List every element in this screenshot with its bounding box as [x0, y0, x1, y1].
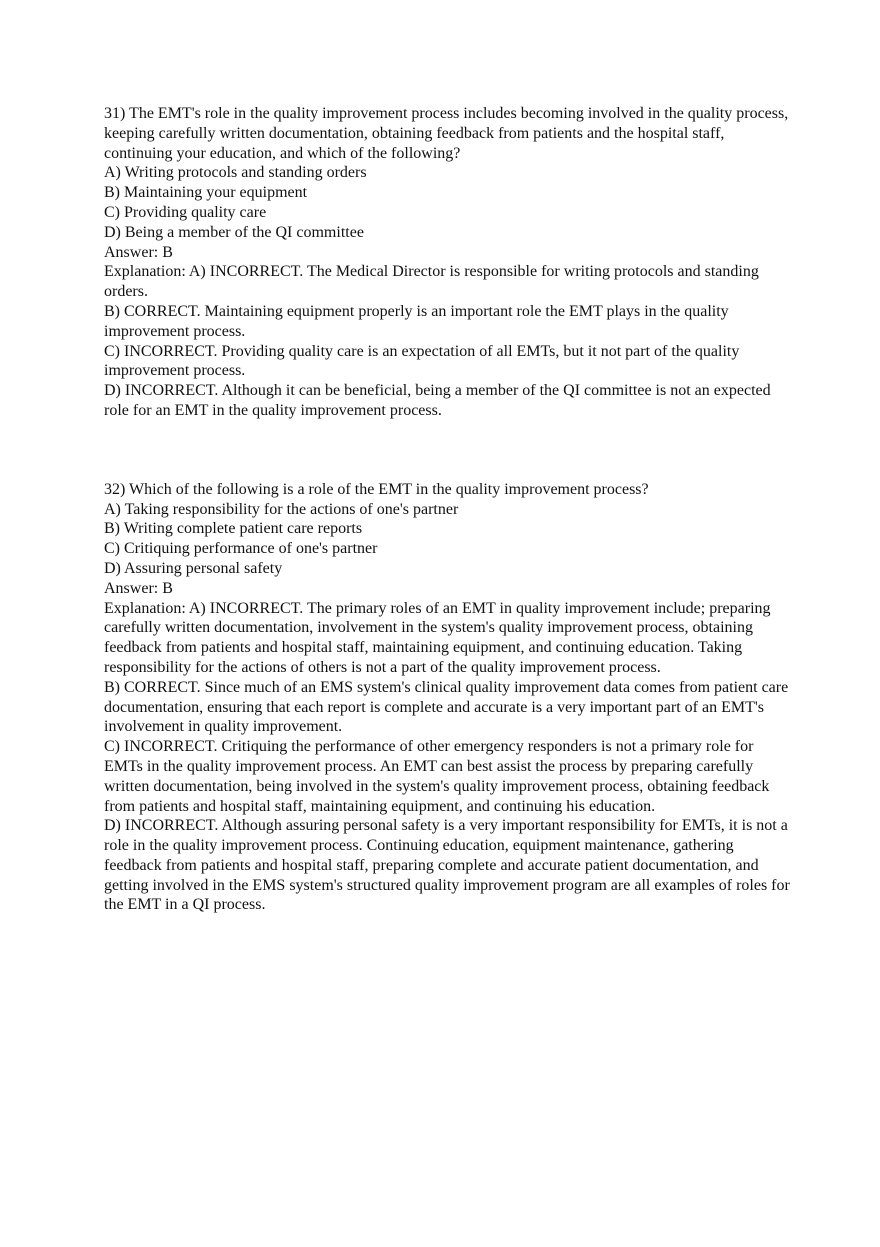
option-a: A) Writing protocols and standing orders — [104, 164, 367, 182]
question-stem: 32) Which of the following is a role of the EMT in the quality improvement process? — [104, 480, 649, 498]
option-b: B) Maintaining your equipment — [104, 184, 308, 202]
question-32 — [104, 480, 794, 916]
option-a: A) Taking responsibility for the actions of one's partner — [104, 500, 459, 518]
answer: Answer: B — [104, 243, 173, 261]
explanation-c: C) INCORRECT. Critiquing the performance of other emergency responders is not a primary role for EMTs in the quality improvement process. An EMT can best assist the process by preparing carefully written documentation, being involved in the system's quality improvement process, obtaining feedback from patients and hospital staff, maintaining equipment, and continuing his education. — [104, 738, 770, 815]
option-c: C) Providing quality care — [104, 203, 267, 221]
explanation-c: C) INCORRECT. Providing quality care is an expectation of all EMTs, but it not part of the quality improvement process. — [104, 342, 740, 380]
explanation-a: Explanation: A) INCORRECT. The Medical Director is responsible for writing protocols and standing orders. — [104, 263, 759, 301]
option-c: C) Critiquing performance of one's partner — [104, 540, 378, 558]
option-d: D) Assuring personal safety — [104, 559, 283, 577]
option-d: D) Being a member of the QI committee — [104, 223, 364, 241]
option-b: B) Writing complete patient care reports — [104, 520, 363, 538]
explanation-a: Explanation: A) INCORRECT. The primary roles of an EMT in quality improvement include; preparing carefully written documentation, involvement in the system's quality improvement process, obtaining feedback from patients and hospital staff, maintaining equipment, and continuing education. Taking responsibility for the actions of others is not a part of the quality improvement process. — [104, 599, 771, 676]
explanation-b: B) CORRECT. Since much of an EMS system's clinical quality improvement data comes from patient care documentation, ensuring that each report is complete and accurate is a very important part of an EMT's involvement in quality improvement. — [104, 678, 789, 736]
question-stem: 31) The EMT's role in the quality improvement process includes becoming involved in the quality process, keeping carefully written documentation, obtaining feedback from patients and the hospital staff, continuing your education, and which of the following? — [104, 105, 789, 162]
explanation-b: B) CORRECT. Maintaining equipment properly is an important role the EMT plays in the quality improvement process. — [104, 302, 729, 340]
explanation-d: D) INCORRECT. Although it can be beneficial, being a member of the QI committee is not an expected role for an EMT in the quality improvement process. — [104, 382, 771, 419]
answer: Answer: B — [104, 579, 173, 597]
explanation-d: D) INCORRECT. Although assuring personal safety is a very important responsibility for EMTs, it is not a role in the quality improvement process. Continuing education, equipment maintenance, gathering feedback from patients and hospital staff, preparing complete and accurate patient documentation, and getting involved in the EMS system's structured quality improvement program are all examples of roles for the EMT in a QI process. — [104, 817, 790, 914]
question-31 — [104, 104, 794, 421]
document-page — [104, 104, 794, 915]
